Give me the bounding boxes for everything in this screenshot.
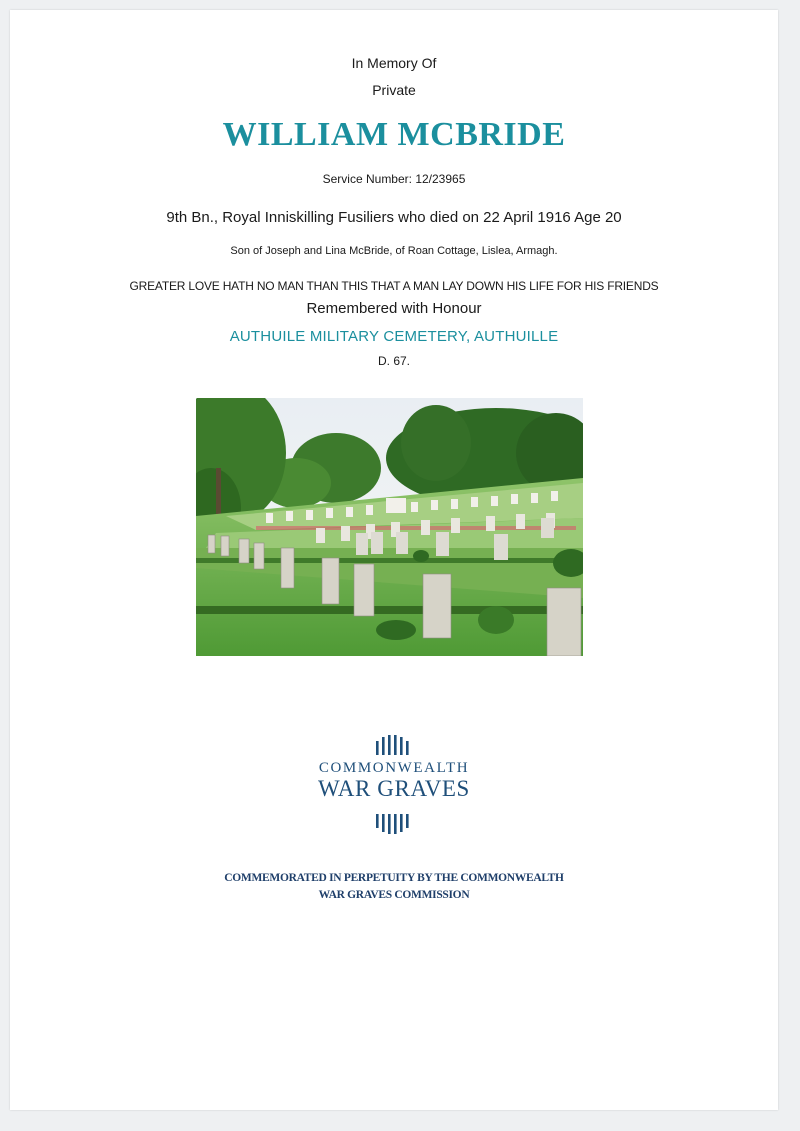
certificate-page [10,10,778,1110]
service-number: Service Number: 12/23965 [322,172,466,186]
intro-text: In Memory Of [351,55,437,71]
footer-line-1: COMMEMORATED IN PERPETUITY BY THE COMMONWEALTH [224,872,564,884]
logo-commonwealth: COMMONWEALTH [318,760,470,776]
logo-war-graves: WAR GRAVES [318,776,470,801]
family-details: Son of Joseph and Lina McBride, of Roan Cottage, Lislea, Armagh. [230,245,558,257]
rank-text: Private [372,82,416,98]
unit-and-death-line: 9th Bn., Royal Inniskilling Fusiliers who died on 22 April 1916 Age 20 [166,209,622,226]
footer-line-2: WAR GRAVES COMMISSION [318,889,470,901]
logo-top-bars-icon [10,735,778,755]
casualty-name: WILLIAM MCBRIDE [222,116,566,153]
grave-reference: D. 67. [377,354,410,368]
remembered-with-honour: Remembered with Honour [306,300,482,317]
cemetery-photo [196,398,583,656]
personal-inscription: GREATER LOVE HATH NO MAN THAN THIS THAT A MAN LAY DOWN HIS LIFE FOR HIS FRIENDS [129,279,659,293]
logo-bottom-bars-icon [10,814,778,834]
cemetery-name: AUTHUILE MILITARY CEMETERY, AUTHUILLE [229,328,559,345]
